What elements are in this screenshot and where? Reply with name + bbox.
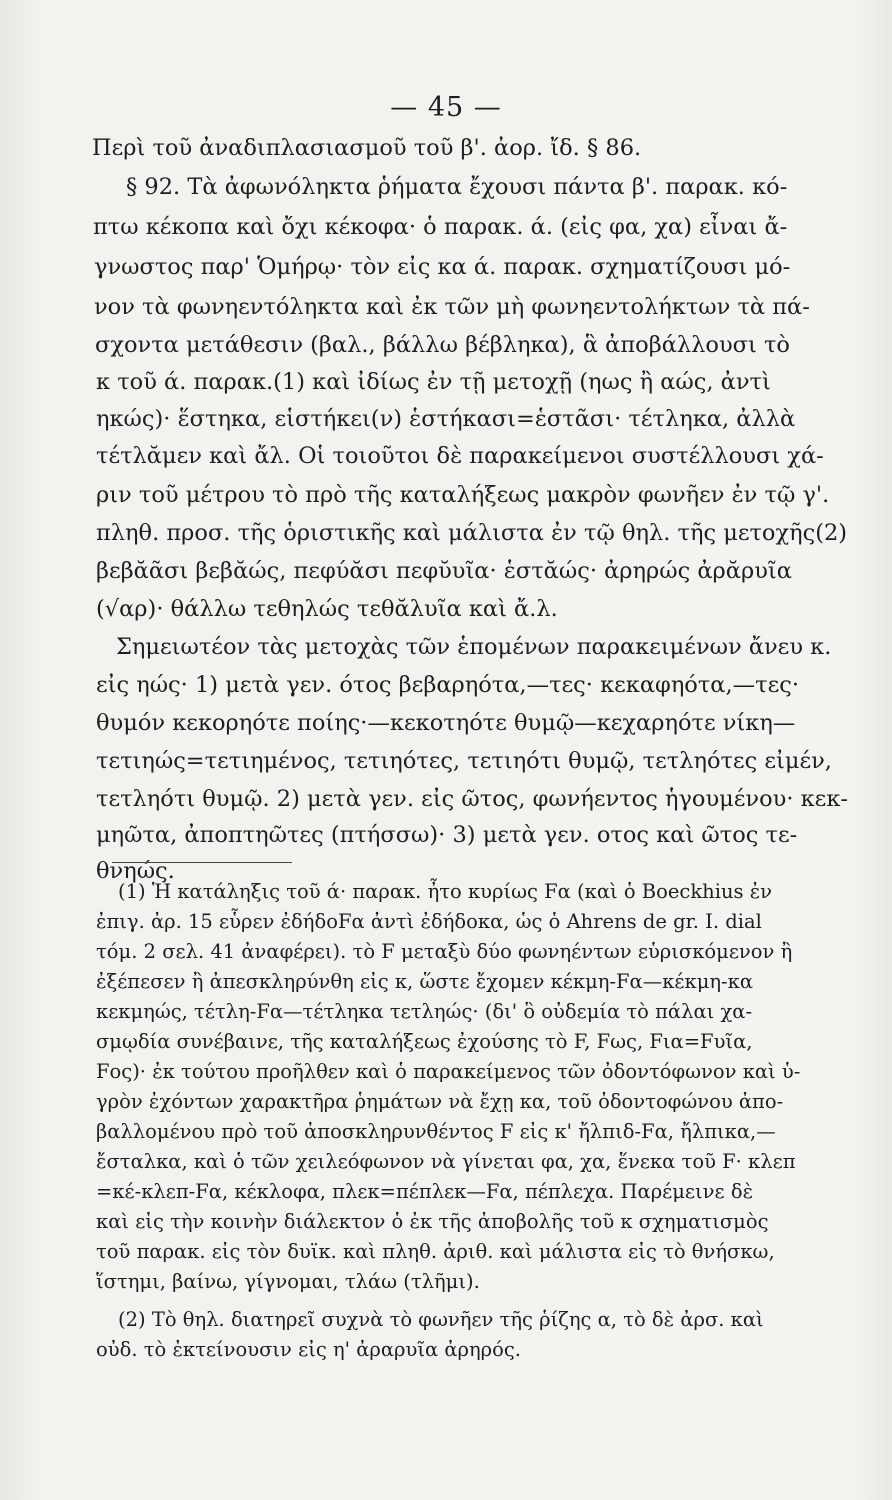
- footnote-line: ἐπιγ. ἀρ. 15 εὗρεν ἐδήδοFα ἀντὶ ἐδήδοκα, ὡς ὁ Ahrens de gr. I. dial: [96, 910, 762, 933]
- footnote-line: Fος)· ἐκ τούτου προῆλθεν καὶ ὁ παρακείμενος τῶν ὀδοντόφωνον καὶ ὑ-: [96, 1060, 801, 1083]
- text-line: βεβᾰᾶσι βεβᾰώς, πεφύᾰσι πεφῠυῖα· ἑστᾰώς· ἀρηρώς ἀρᾰρυῖα: [96, 558, 792, 584]
- text-line: § 92. Τὰ ἀφωνόληκτα ῥήματα ἔχουσι πάντα β'. παρακ. κό-: [126, 174, 788, 200]
- footnote-line: ἔσταλκα, καὶ ὁ τῶν χειλεόφωνον νὰ γίνεται φα, χα, ἕνεκα τοῦ F· κλεπ: [96, 1150, 796, 1173]
- text-line: ηκώς)· ἕστηκα, εἱστήκει(ν) ἑστήκασι=ἑστᾶσι· τέτληκα, ἀλλὰ: [96, 406, 796, 432]
- text-line: τετληότι θυμῷ. 2) μετὰ γεν. εἰς ῶτος, φωνήεντος ἡγουμένου· κεκ-: [96, 786, 849, 812]
- text-line: τετιηώς=τετιημένος, τετιηότες, τετιηότι θυμῷ, τετληότες εἰμέν,: [96, 748, 832, 774]
- text-line: Σημειωτέον τὰς μετοχὰς τῶν ἑπομένων παρακειμένων ἄνευ κ.: [116, 634, 832, 660]
- footnote-line: βαλλομένου πρὸ τοῦ ἀποσκληρυνθέντος F εἰς κ' ἤλπιδ-Fα, ἤλπικα,—: [96, 1120, 776, 1143]
- footnote-line: καὶ εἰς τὴν κοινὴν διάλεκτον ὁ ἐκ τῆς ἀποβολῆς τοῦ κ σχηματισμὸς: [96, 1210, 769, 1233]
- footnote-line: =κέ-κλεπ-Fα, κέκλοφα, πλεκ=πέπλεκ—Fα, πέπλεχα. Παρέμεινε δὲ: [96, 1180, 754, 1203]
- text-line: σχοντα μετάθεσιν (βαλ., βάλλω βέβληκα), ἃ ἀποβάλλουσι τὸ: [95, 332, 790, 358]
- footnote-line: σμῳδία συνέβαινε, τῆς καταλήξεως ἐχούσης τὸ F, Fως, Fια=Fυῖα,: [96, 1030, 753, 1053]
- footnote-divider: [112, 862, 292, 863]
- footnote-line: γρὸν ἐχόντων χαρακτῆρα ῥημάτων νὰ ἔχῃ κα, τοῦ ὀδοντοφώνου ἀπο-: [96, 1090, 784, 1113]
- text-line: μηῶτα, ἀποπτηῶτες (πτήσσω)· 3) μετὰ γεν. οτος καὶ ῶτος τε-: [96, 822, 798, 848]
- footnote-line: τόμ. 2 σελ. 41 ἀναφέρει). τὸ F μεταξὺ δύο φωνηέντων εὑρισκόμενον ἢ: [96, 940, 793, 963]
- text-line: γνωστος παρ' Ὁμήρῳ· τὸν εἰς κα ά. παρακ. σχηματίζουσι μό-: [94, 254, 791, 280]
- text-line: κ τοῦ ά. παρακ.(1) καὶ ἰδίως ἐν τῇ μετοχῇ (ηως ἢ αώς, ἀντὶ: [96, 369, 771, 395]
- footnote-line: (2) Τὸ θηλ. διατηρεῖ συχνὰ τὸ φωνῆεν τῆς ῥίζης α, τὸ δὲ ἀρσ. καὶ: [118, 1308, 764, 1331]
- text-line: εἰς ηώς· 1) μετὰ γεν. ότος βεβαρηότα,—τες· κεκαφηότα,—τες·: [96, 672, 799, 698]
- footnote-line: οὐδ. τὸ ἐκτείνουσιν εἰς η' ἀραρυῖα ἀρηρός.: [96, 1338, 521, 1361]
- text-line: (√αρ)· θάλλω τεθηλώς τεθᾰλυῖα καὶ ἄ.λ.: [96, 596, 558, 622]
- text-line: Περὶ τοῦ ἀναδιπλασιασμοῦ τοῦ β'. ἀορ. ἴδ. § 86.: [92, 135, 642, 161]
- text-line: ριν τοῦ μέτρου τὸ πρὸ τῆς καταλήξεως μακρὸν φωνῆεν ἐν τῷ γ'.: [96, 482, 830, 508]
- text-line: πληθ. προσ. τῆς ὁριστικῆς καὶ μάλιστα ἐν τῷ θηλ. τῆς μετοχῆς(2): [96, 520, 848, 546]
- text-line: θνηώς.: [96, 858, 175, 884]
- footnote-line: τοῦ παρακ. εἰς τὸν δυϊκ. καὶ πληθ. ἀριθ. καὶ μάλιστα εἰς τὸ θνήσκω,: [96, 1240, 775, 1263]
- footnote-line: κεκμηώς, τέτλη-Fα—τέτληκα τετληώς· (δι' ὃ οὐδεμία τὸ πάλαι χα-: [96, 1000, 753, 1023]
- footnote-line: ἵστημι, βαίνω, γίγνομαι, τλάω (τλῆμι).: [96, 1270, 480, 1293]
- text-line: τέτλᾰμεν καὶ ἄλ. Οἱ τοιοῦτοι δὲ παρακείμενοι συστέλλουσι χά-: [96, 443, 824, 469]
- page-number: — 45 —: [390, 92, 502, 123]
- text-line: νον τὰ φωνηεντόληκτα καὶ ἐκ τῶν μὴ φωνηεντολήκτων τὰ πά-: [94, 294, 810, 320]
- footnote-line: (1) Ἡ κατάληξις τοῦ ά· παρακ. ἦτο κυρίως Fα (καὶ ὁ Boeckhius ἐν: [118, 880, 773, 903]
- text-line: πτω κέκοπα καὶ ὄχι κέκοφα· ὁ παρακ. ά. (εἰς φα, χα) εἶναι ἄ-: [93, 214, 788, 240]
- text-line: θυμόν κεκορηότε ποίης·—κεκοτηότε θυμῷ—κεχαρηότε νίκη—: [96, 710, 796, 736]
- footnote-line: ἐξέπεσεν ἢ ἀπεσκληρύνθη εἰς κ, ὥστε ἔχομεν κέκμη-Fα—κέκμη-κα: [96, 970, 753, 993]
